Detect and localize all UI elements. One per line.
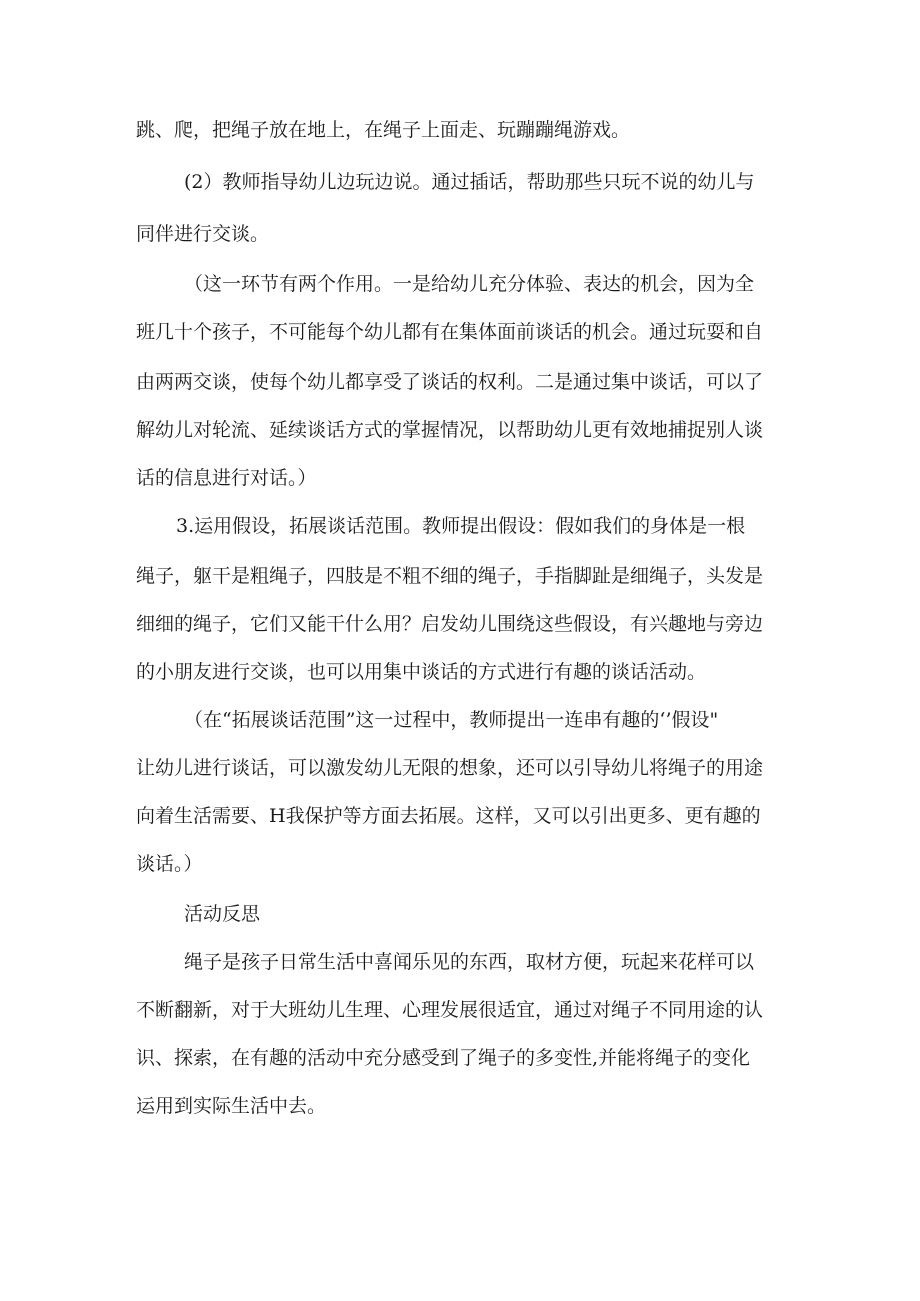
text-line: 向着生活需要、H我保护等方面去拓展。这样，又可以引出更多、更有趣的 [136,805,761,827]
text-line: 识、探索，在有趣的活动中充分感受到了绳子的多变性,并能将绳子的变化 [136,1047,751,1069]
text-line: 绳子是孩子日常生活中喜闻乐见的东西，取材方便，玩起来花样可以 [184,951,755,973]
section-heading: 活动反思 [184,903,261,925]
text-line: 班几十个孩子，不可能每个幼儿都有在集体面前谈话的机会。通过玩耍和自 [136,321,764,343]
text-line: 不断翻新，对于大班幼儿生理、心理发展很适宜，通过对绳子不同用途的认 [136,999,764,1021]
text-line: 让幼儿进行谈话，可以激发幼儿无限的想象，还可以引导幼儿将绳子的用途 [136,757,764,779]
text-line: （在“拓展谈话范围”这一过程中，教师提出一连串有趣的‘’假设" [184,709,719,731]
text-line: 同伴进行交谈。 [136,223,270,245]
text-line: 跳、爬，把绳子放在地上，在绳子上面走、玩蹦蹦绳游戏。 [136,119,631,141]
text-line: (2）教师指导幼儿边玩边说。通过插话，帮助那些只玩不说的幼儿与 [184,171,755,193]
text-line: 运用到实际生活中去。 [136,1095,327,1117]
text-line: 由两两交谈，使每个幼儿都享受了谈话的权利。二是通过集中谈话，可以了 [136,371,764,393]
text-line: 3.运用假设，拓展谈话范围。教师提出假设：假如我们的身体是一根 [176,515,746,537]
text-line: 细细的绳子，它们又能干什么用？启发幼儿围绕这些假设，有兴趣地与旁边 [136,613,764,635]
text-line: 话的信息进行对话。） [136,467,317,489]
text-line: 谈话。） [136,853,203,875]
text-line: 绳子，躯干是粗绳子，四肢是不粗不细的绳子，手指脚趾是细绳子，头发是 [136,565,764,587]
text-line: 解幼儿对轮流、延续谈话方式的掌握情况，以帮助幼儿更有效地捕捉别人谈 [136,419,764,441]
text-line: （这一环节有两个作用。一是给幼儿充分体验、表达的机会，因为全 [184,273,755,295]
text-line: 的小朋友进行交谈，也可以用集中谈话的方式进行有趣的谈话活动。 [136,661,707,683]
